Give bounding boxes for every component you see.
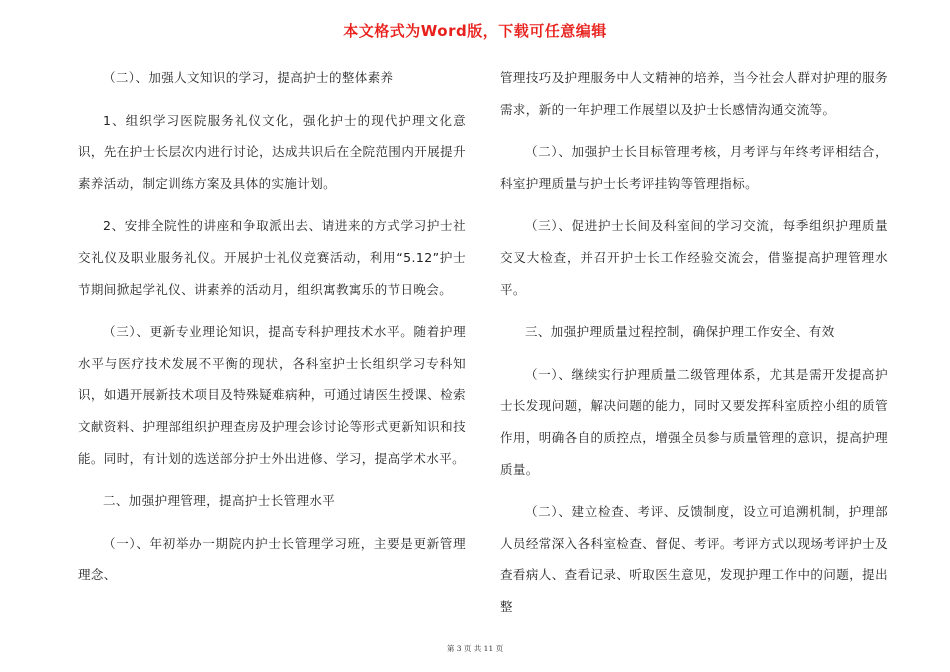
paragraph: 1、组织学习医院服务礼仪文化，强化护士的现代护理文化意识，先在护士长层次内进行讨论，达成共识后在全院范围内开展提升素养活动，制定训练方案及具体的实施计划。: [78, 112, 466, 191]
paragraph: 管理技巧及护理服务中人文精神的培养，当今社会人群对护理的服务需求，新的一年护理工作展望以及护士长感情沟通交流等。: [500, 70, 888, 117]
paragraph: 2、安排全院性的讲座和争取派出去、请进来的方式学习护士社交礼仪及职业服务礼仪。开展护士礼仪竞赛活动，利用“5.12”护士节期间掀起学礼仪、讲素养的活动月，组织寓教寓乐的节日晚会。: [78, 218, 466, 297]
paragraph: （三）、促进护士长间及科室间的学习交流，每季组织护理质量交叉大检查，并召开护士长工作经验交流会，借鉴提高护理管理水平。: [500, 218, 888, 297]
paragraph: （二）、建立检查、考评、反馈制度，设立可追溯机制，护理部人员经常深入各科室检查、督促、考评。考评方式以现场考评护士及查看病人、查看记录、听取医生意见，发现护理工作中的问题，提出整: [500, 504, 888, 614]
section-heading: 三、加强护理质量过程控制，确保护理工作安全、有效: [525, 324, 835, 340]
document-banner: 本文格式为Word版，下载可任意编辑: [343, 22, 607, 40]
paragraph: （一）、继续实行护理质量二级管理体系，尤其是需开发提高护士长发现问题，解决问题的能力，同时又要发挥科室质控小组的质管作用，明确各自的质控点，增强全员参与质量管理的意识，提高护理质量。: [500, 366, 888, 477]
paragraph: （一）、年初举办一期院内护士长管理学习班，主要是更新管理理念、: [78, 535, 466, 583]
paragraph: （二）、加强人文知识的学习，提高护士的整体素养: [103, 70, 394, 85]
paragraph: （三）、更新专业理论知识，提高专科护理技术水平。随着护理水平与医疗技术发展不平衡的现状，各科室护士长组织学习专科知识，如遇开展新技术项目及特殊疑难病种，可通过请医生授课、检索文献资料、护理部组织护理查房及护理会诊讨论等形式更新知识和技能。同时，有计划的选送部分护士外出进修、学习，提高学术水平。: [78, 324, 466, 466]
paragraph: （二）、加强护士长目标管理考核，月考评与年终考评相结合，科室护理质量与护士长考评挂钩等管理指标。: [500, 144, 888, 191]
left-text-column: [78, 62, 466, 591]
page-number: 第 3 页 共 11 页: [446, 644, 504, 653]
right-text-column: [500, 62, 888, 623]
section-heading: 二、加强护理管理，提高护士长管理水平: [103, 493, 336, 509]
